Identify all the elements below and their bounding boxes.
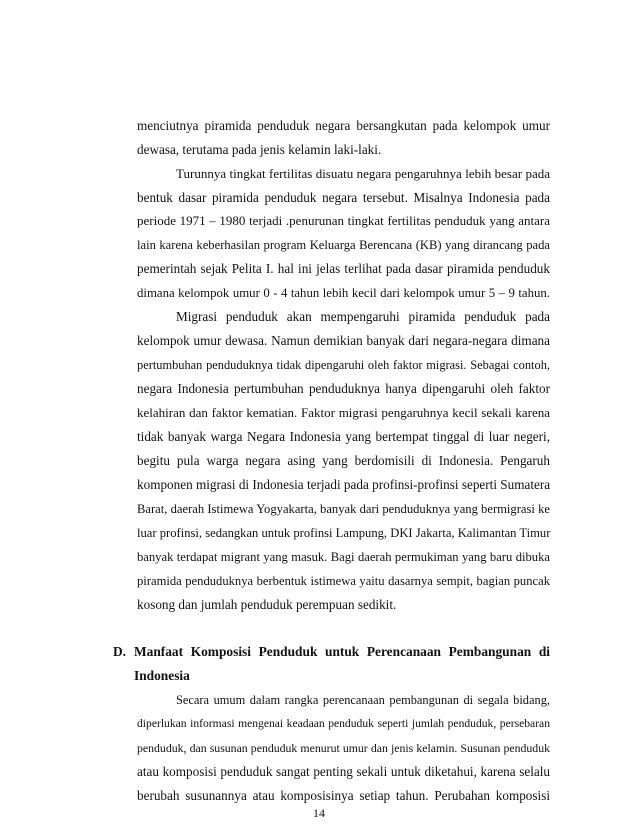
text-line: berubah susunannya atau komposisinya setiap tahun. Perubahan komposisi — [137, 788, 550, 803]
text-line: kosong dan jumlah penduduk perempuan sedikit. — [137, 597, 397, 612]
text-line: dimana kelompok umur 0 - 4 tahun lebih kecil dari kelompok umur 5 – 9 tahun. — [137, 286, 550, 300]
text-line: kelahiran dan faktor kematian. Faktor migrasi pengaruhnya kecil sekali karena — [137, 405, 550, 420]
text-line: lain karena keberhasilan program Keluarga Berencana (KB) yang dirancang pada — [137, 238, 550, 252]
text-line: kelompok umur dewasa. Namun demikian banyak dari negara-negara dimana — [137, 333, 550, 348]
text-line: penduduk, dan susunan penduduk menurut umur dan jenis kelamin. Susunan penduduk — [137, 741, 550, 755]
text-line: tidak banyak warga Negara Indonesia yang bertempat tinggal di luar negeri, — [137, 429, 550, 444]
section-title-continued: Indonesia — [134, 668, 190, 683]
page-number: 14 — [313, 806, 325, 820]
text-line: Turunnya tingkat fertilitas disuatu negara pengaruhnya lebih besar pada — [176, 166, 550, 181]
text-line: komponen migrasi di Indonesia terjadi pada profinsi-profinsi seperti Sumatera — [137, 477, 551, 492]
text-line: pemerintah sejak Pelita I. hal ini jelas terlihat pada dasar piramida penduduk — [137, 261, 550, 276]
section-letter: D. — [113, 644, 127, 659]
text-line: atau komposisi penduduk sangat penting sekali untuk diketahui, karena selalu — [137, 764, 550, 779]
text-line: Secara umum dalam rangka perencanaan pembangunan di segala bidang, — [176, 693, 550, 707]
section-title: Manfaat Komposisi Penduduk untuk Perencanaan Pembangunan di — [134, 644, 550, 659]
text-line: bentuk dasar piramida penduduk negara tersebut. Misalnya Indonesia pada — [137, 190, 550, 205]
text-line: Migrasi penduduk akan mempengaruhi piramida penduduk pada — [176, 309, 550, 324]
text-line: begitu pula warga negara asing yang berdomisili di Indonesia. Pengaruh — [137, 453, 550, 468]
text-line: periode 1971 – 1980 terjadi .penurunan tingkat fertilitas penduduk yang antara — [137, 213, 550, 228]
text-line: diperlukan informasi mengenai keadaan penduduk seperti jumlah penduduk, persebaran — [137, 717, 550, 730]
text-line: banyak terdapat migrant yang masuk. Bagi daerah permukiman yang baru dibuka — [137, 550, 550, 564]
text-line: menciutnya piramida penduduk negara bersangkutan pada kelompok umur — [137, 118, 550, 133]
text-line: dewasa, terutama pada jenis kelamin laki-laki. — [137, 142, 382, 157]
text-line: luar profinsi, sedangkan untuk profinsi Lampung, DKI Jakarta, Kalimantan Timur — [137, 526, 551, 540]
text-line: piramida penduduknya berbentuk istimewa yaitu dasarnya sempit, bagian puncak — [137, 574, 550, 588]
text-line: pertumbuhan penduduknya tidak dipengaruhi oleh faktor migrasi. Sebagai contoh, — [137, 358, 550, 372]
text-line: negara Indonesia pertumbuhan penduduknya hanya dipengaruhi oleh faktor — [137, 381, 550, 396]
text-line: Barat, daerah Istimewa Yogyakarta, banyak dari penduduknya yang bermigrasi ke — [137, 502, 550, 516]
